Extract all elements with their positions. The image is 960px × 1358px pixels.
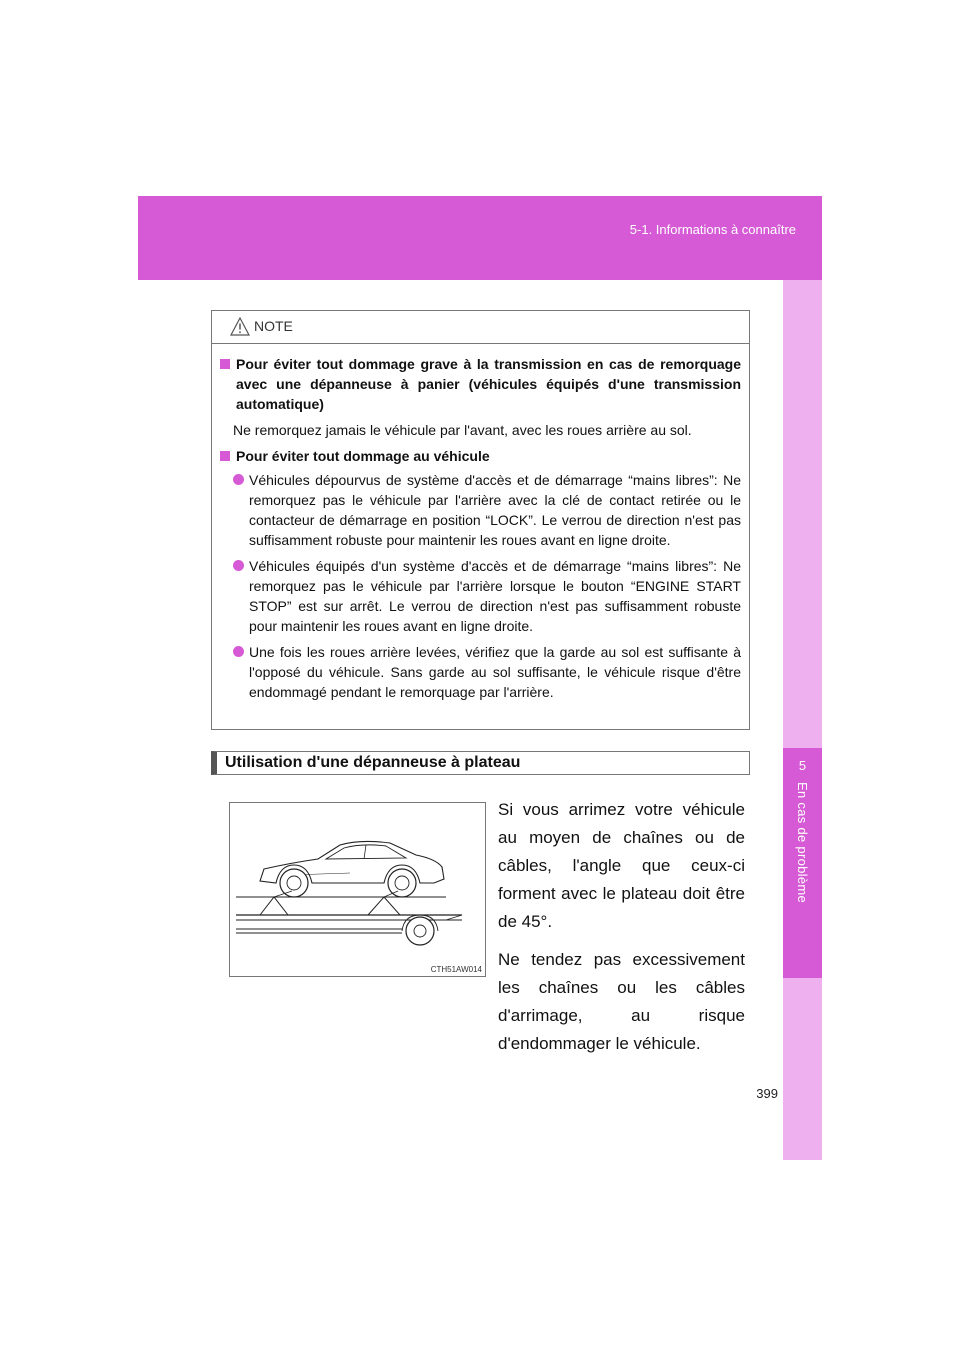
page-number: 399 bbox=[756, 1086, 778, 1101]
note-heading-vehicle bbox=[220, 446, 741, 466]
list-item-text: Véhicules dépourvus de système d'accès et de démarrage “mains libres”: Ne remorquez pas le véhicule par l'arrière avec la clé de contact retirée ou le contacteur de démarrage en position “LOCK”. Le verrou de direction n'est pas suffisamment robuste pour maintenir les roues avant en ligne droite. bbox=[249, 472, 741, 548]
list-item bbox=[220, 642, 741, 702]
chapter-tab-active[interactable] bbox=[783, 748, 822, 978]
list-item-text: Véhicules équipés d'un système d'accès et de démarrage “mains libres”: Ne remorquez pas le véhicule par l'arrière lorsque le bouton “ENGINE START STOP” est sur arrêt. Le verrou de direction n'est pas suffisamment robuste pour maintenir les roues avant en ligne droite. bbox=[249, 558, 741, 634]
list-item bbox=[220, 470, 741, 550]
square-bullet-icon bbox=[220, 451, 230, 461]
circle-bullet-icon bbox=[233, 474, 244, 485]
note-paragraph: Ne remorquez jamais le véhicule par l'avant, avec les roues arrière au sol. bbox=[233, 422, 692, 438]
flatbed-truck-illustration bbox=[229, 802, 486, 977]
chapter-number: 5 bbox=[798, 758, 807, 773]
note-heading-text: Pour éviter tout dommage grave à la transmission en cas de remorquage avec une dépanneuse à panier (véhicules équipés d'une transmission automatique) bbox=[236, 356, 741, 412]
body-paragraph-angle: Si vous arrimez votre véhicule au moyen de chaînes ou de câbles, l'angle que ceux-ci forment avec le plateau doit être de 45°. bbox=[498, 800, 745, 931]
note-header bbox=[212, 311, 749, 344]
circle-bullet-icon bbox=[233, 646, 244, 657]
chapter-title: En cas de problème bbox=[795, 782, 810, 904]
header-band bbox=[138, 196, 822, 280]
circle-bullet-icon bbox=[233, 560, 244, 571]
body-paragraph-tension: Ne tendez pas excessivement les chaînes ou les câbles d'arrimage, au risque d'endommager le véhicule. bbox=[498, 950, 745, 1053]
chapter-side-tab bbox=[783, 280, 822, 1160]
note-label: NOTE bbox=[254, 318, 293, 334]
warning-icon bbox=[230, 317, 250, 336]
note-body bbox=[212, 344, 749, 702]
body-text bbox=[498, 796, 745, 1068]
list-item-text: Une fois les roues arrière levées, vérifiez que la garde au sol est suffisante à l'opposé du véhicule. Sans garde au sol suffisante, le véhicule risque d'être endommagé pendant le remorquage par l'arrière. bbox=[249, 644, 741, 700]
note-heading-text: Pour éviter tout dommage au véhicule bbox=[236, 448, 490, 464]
square-bullet-icon bbox=[220, 359, 230, 369]
note-box bbox=[211, 310, 750, 730]
note-heading-transmission bbox=[220, 354, 741, 414]
figure-code: CTH51AW014 bbox=[430, 965, 482, 974]
list-item bbox=[220, 556, 741, 636]
section-breadcrumb: 5-1. Informations à connaître bbox=[629, 222, 796, 237]
car-on-flatbed-drawing bbox=[230, 803, 485, 963]
section-heading: Utilisation d'une dépanneuse à plateau bbox=[211, 751, 750, 775]
